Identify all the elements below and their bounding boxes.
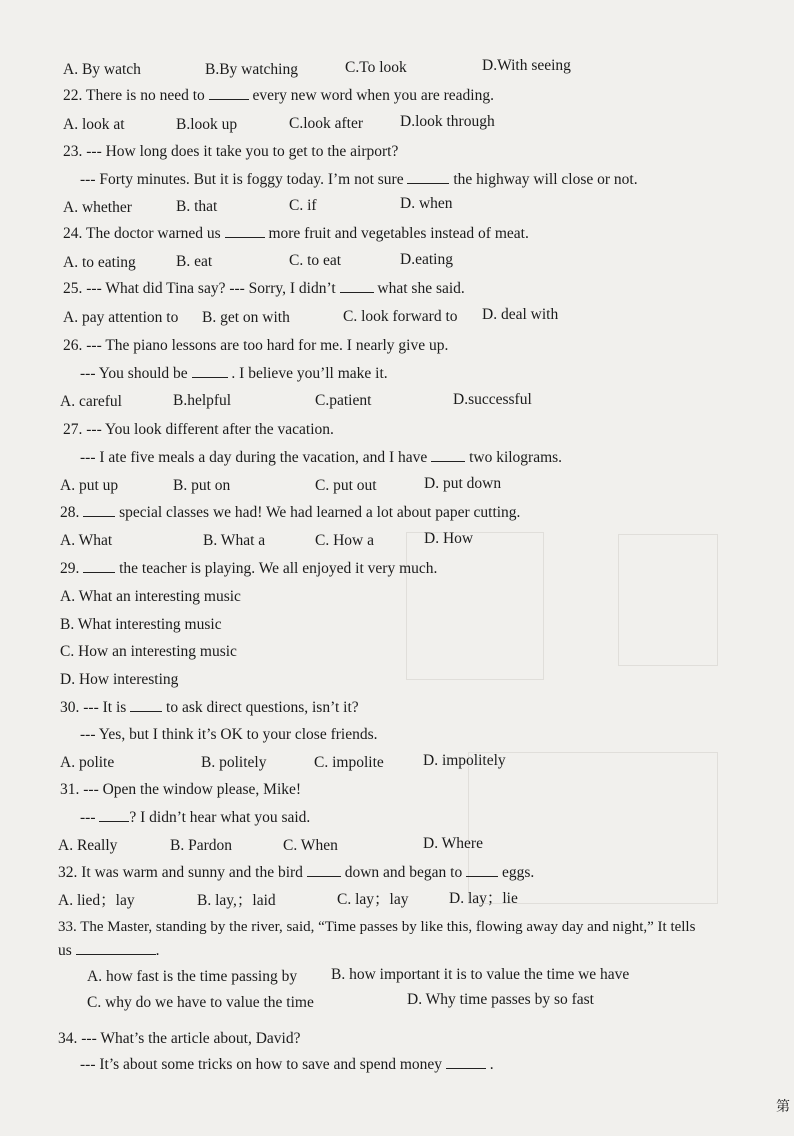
q24-option-c: C. to eat	[289, 252, 342, 269]
q31-answer-line	[80, 809, 310, 827]
q34-answer-line	[80, 1056, 494, 1074]
q26-option-d: D.successful	[453, 391, 532, 408]
q22-blank	[209, 87, 249, 100]
q23-stem-post: the highway will close or not.	[449, 171, 638, 188]
q32-blank-2	[466, 864, 498, 877]
bleed-through-box	[406, 532, 544, 680]
q32-stem-post: eggs.	[498, 864, 535, 881]
q27-stem-post: two kilograms.	[465, 449, 563, 466]
q21-option-c: C.To look	[345, 59, 407, 76]
bleed-through-box	[618, 534, 718, 666]
q23-option-d: D. when	[400, 195, 453, 212]
q23-option-c: C. if	[289, 197, 317, 214]
q21-option-d: D.With seeing	[482, 57, 571, 74]
q33-option-d: D. Why time passes by so fast	[407, 991, 594, 1008]
q25-stem	[63, 280, 465, 298]
q25-stem-pre: 25. --- What did Tina say? --- Sorry, I didn’t	[63, 280, 340, 297]
q26-blank	[192, 365, 228, 378]
q21-option-b: B.By watching	[205, 61, 298, 78]
q23-stem-pre: --- Forty minutes. But it is foggy today. I’m not sure	[80, 171, 408, 188]
q23-option-a: A. whether	[63, 199, 132, 216]
q24-stem	[63, 225, 529, 243]
q27-stem-pre: --- I ate five meals a day during the vacation, and I have	[80, 449, 432, 466]
q28-option-a: A. What	[60, 532, 113, 549]
q30-option-d: D. impolitely	[423, 752, 506, 769]
q29-stem	[60, 560, 437, 578]
q27-answer-line	[80, 449, 562, 467]
q26-option-b: B.helpful	[173, 392, 232, 409]
q26-stem-pre: --- You should be	[80, 365, 192, 382]
q29-stem-pre: 29.	[60, 560, 84, 577]
q25-blank	[340, 280, 374, 293]
q24-option-a: A. to eating	[63, 254, 136, 271]
q30-answer-line: --- Yes, but I think it’s OK to your close friends.	[80, 726, 378, 743]
q30-option-a: A. polite	[60, 754, 115, 771]
q32-option-c: C. lay；lay	[337, 891, 409, 908]
q24-stem-pre: 24. The doctor warned us	[63, 225, 225, 242]
q27-blank	[431, 449, 465, 462]
q34-stem-pre: --- It’s about some tricks on how to save and spend money	[80, 1056, 446, 1073]
q32-stem-mid: down and began to	[340, 864, 467, 881]
q24-blank	[225, 225, 265, 238]
q24-stem-post: more fruit and vegetables instead of meat.	[264, 225, 529, 242]
q29-option-c: C. How an interesting music	[60, 643, 237, 660]
q28-option-c: C. How a	[315, 532, 374, 549]
q31-blank	[99, 809, 129, 822]
q23-option-b: B. that	[176, 198, 218, 215]
q22-stem	[63, 87, 494, 105]
q28-option-d: D. How	[424, 530, 474, 547]
q26-option-a: A. careful	[60, 393, 122, 410]
q25-stem-post: what she said.	[373, 280, 465, 297]
q33-stem-post: .	[155, 942, 160, 959]
q30-option-c: C. impolite	[314, 754, 384, 771]
q34-blank	[446, 1056, 486, 1069]
q22-option-a: A. look at	[63, 116, 125, 133]
q30-stem-pre: 30. --- It is	[60, 699, 131, 716]
q21-option-a: A. By watch	[63, 61, 141, 78]
q29-option-d: D. How interesting	[60, 671, 179, 688]
q25-option-b: B. get on with	[202, 309, 290, 326]
q26-stem-post: . I believe you’ll make it.	[227, 365, 388, 382]
q28-blank	[83, 504, 115, 517]
q27-option-a: A. put up	[60, 477, 119, 494]
q26-question: 26. --- The piano lessons are too hard for me. I nearly give up.	[63, 337, 449, 354]
q26-option-c: C.patient	[315, 392, 372, 409]
q24-option-d: D.eating	[400, 251, 453, 268]
q31-option-d: D. Where	[423, 835, 483, 852]
q33-blank	[76, 942, 156, 955]
q33-stem-pre: us	[58, 942, 76, 959]
q31-option-b: B. Pardon	[170, 837, 232, 854]
q22-option-b: B.look up	[176, 116, 238, 133]
q27-option-d: D. put down	[424, 475, 502, 492]
q23-blank	[407, 171, 449, 184]
q31-option-a: A. Really	[58, 837, 118, 854]
q33-option-c: C. why do we have to value the time	[87, 994, 314, 1011]
q32-stem-pre: 32. It was warm and sunny and the bird	[58, 864, 307, 881]
q27-option-c: C. put out	[315, 477, 377, 494]
q33-option-a: A. how fast is the time passing by	[87, 968, 298, 985]
q25-option-a: A. pay attention to	[63, 309, 179, 326]
q23-answer-line	[80, 171, 638, 189]
q30-stem-post: to ask direct questions, isn’t it?	[162, 699, 359, 716]
q30-blank	[130, 699, 162, 712]
q34-question: 34. --- What’s the article about, David?	[58, 1030, 301, 1047]
q22-stem-pre: 22. There is no need to	[63, 87, 209, 104]
q34-stem-post: .	[485, 1056, 494, 1073]
q32-option-a: A. lied；lay	[58, 892, 135, 909]
q32-option-d: D. lay；lie	[449, 890, 518, 907]
q30-option-b: B. politely	[201, 754, 267, 771]
q31-option-c: C. When	[283, 837, 338, 854]
q28-stem-post: special classes we had! We had learned a lot about paper cutting.	[115, 504, 521, 521]
q30-stem	[60, 699, 359, 717]
q24-option-b: B. eat	[176, 253, 213, 270]
q31-stem-post: ? I didn’t hear what you said.	[129, 809, 311, 826]
q26-answer-line	[80, 365, 388, 383]
q29-blank	[83, 560, 115, 573]
q29-option-b: B. What interesting music	[60, 616, 222, 633]
q27-question: 27. --- You look different after the vacation.	[63, 421, 334, 438]
q32-option-b: B. lay,；laid	[197, 892, 276, 909]
q23-question: 23. --- How long does it take you to get to the airport?	[63, 143, 399, 160]
q27-option-b: B. put on	[173, 477, 231, 494]
q33-stem-continued	[58, 942, 160, 960]
q25-option-d: D. deal with	[482, 306, 559, 323]
q28-option-b: B. What a	[203, 532, 266, 549]
q33-option-b: B. how important it is to value the time we have	[331, 966, 630, 983]
page-corner-char: 第	[776, 1100, 790, 1115]
q31-stem-pre: ---	[80, 809, 100, 826]
q29-stem-post: the teacher is playing. We all enjoyed it very much.	[115, 560, 438, 577]
q22-stem-post: every new word when you are reading.	[248, 87, 494, 104]
q32-blank-1	[307, 864, 341, 877]
q22-option-c: C.look after	[289, 115, 364, 132]
q28-stem-pre: 28.	[60, 504, 84, 521]
q31-question: 31. --- Open the window please, Mike!	[60, 781, 302, 798]
q32-stem	[58, 864, 534, 882]
q29-option-a: A. What an interesting music	[60, 588, 241, 605]
q28-stem	[60, 504, 520, 522]
q22-option-d: D.look through	[400, 113, 495, 130]
q25-option-c: C. look forward to	[343, 308, 458, 325]
q33-stem: 33. The Master, standing by the river, said, “Time passes by like this, flowing away day and night,” It tells	[58, 919, 696, 935]
